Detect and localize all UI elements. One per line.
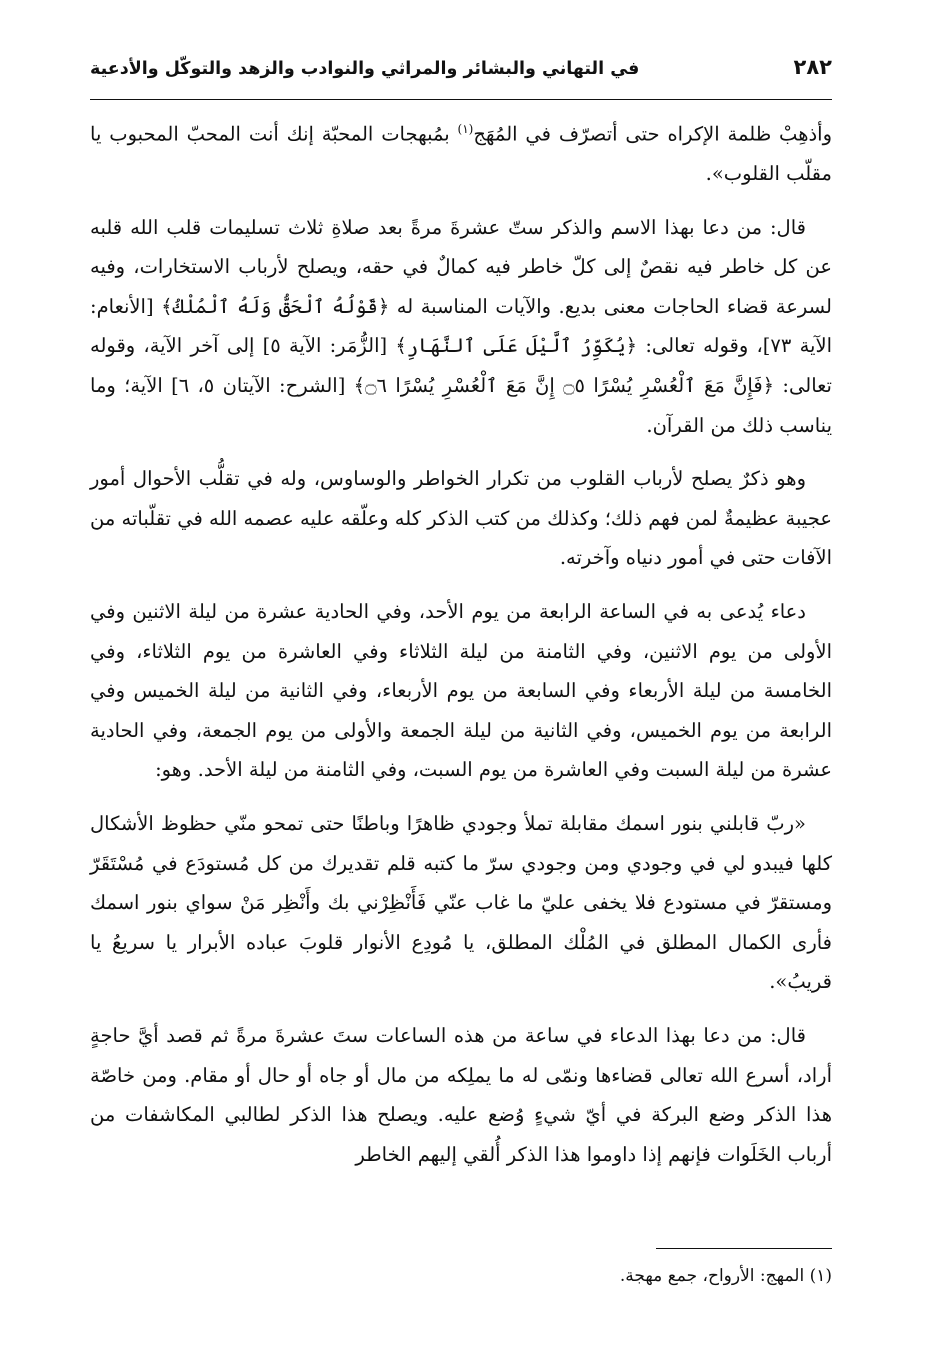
paragraph-2 [90,208,832,446]
paragraph-2-text-a: قال: من دعا بهذا الاسم والذكر ستّ عشرةَ مرةً بعد صلاةِ ثلاث تسليمات قلب الله قلبه عن كل خاطر فيه نقصٌ إلى كلّ خاطر فيه كمالٌ في حقه، ويصلح لأرباب الاستخارات، وفيه لسرعة قضاء الحاجات معنى بديع. والآيات المناسبة له [90,215,832,318]
page-number: ٢٨٢ [793,55,832,79]
paragraph-1-text-b: بمُبهجات المحبّة إنك أنت المحبّ المحبوب يا مقلّب القلوب». [90,122,832,186]
paragraph-1 [90,110,832,194]
footnote: (١) المهج: الأرواح، جمع مهجة. [619,1266,832,1286]
quran-verse-1: ﴿قَوْلُهُ ٱلْحَقُّ وَلَهُ ٱلْمُلْكُ﴾ [161,294,390,318]
paragraph-2-text-d: [الشرح: الآيتان ٥، ٦] الآية؛ وما يناسب ذلك من القرآن. [90,374,832,437]
page-body [90,110,832,1174]
footnote-reference: (١) [457,122,474,136]
book-page [90,55,832,1315]
quran-verse-2: ﴿يُكَوِّرُ ٱلَّيْلَ عَلَى ٱلنَّهَارِ﴾ [395,334,638,358]
paragraph-4: دعاء يُدعى به في الساعة الرابعة من يوم الأحد، وفي الحادية عشرة من ليلة الاثنين وفي الأولى من يوم الاثنين، وفي الثامنة من ليلة الثلاثاء وفي العاشرة من يوم الثلاثاء، وفي الخامسة من ليلة الأربعاء وفي السابعة من يوم الأربعاء، وفي الثانية من ليلة الخميس وفي الرابعة من يوم الخميس، وفي الثانية من ليلة الجمعة والأولى من يوم الجمعة، وفي الحادية عشرة من ليلة السبت وفي العاشرة من يوم السبت، وفي الثامنة من ليلة الأحد. وهو: [90,600,832,782]
footnote-divider [656,1248,832,1249]
running-title: في التهاني والبشائر والمراثي والنوادب والزهد والتوكّل والأدعية [90,59,640,79]
paragraph-5-prayer: «ربّ قابلني بنور اسمك مقابلة تملأ وجودي ظاهرًا وباطنًا حتى تمحو منّي حظوظ الأشكال كلها فيبدو لي في وجودي ومن وجودي سرّ ما كتبه قلم تقديرك من كل مُستودَع في مُسْتَقَرّ ومستقرّ في مستودع فلا يخفى عليّ ما غاب عنّي فَأَنْظِرْني بك وأَنْظِر مَنْ سواي بنور اسمك فأرى الكمال المطلق في المُلْك المطلق، يا مُودِع الأنوار قلوبَ عباده الأبرار يا سريعُ يا قريبُ». [90,812,832,994]
paragraph-1-text-a: وأذهِبْ ظلمة الإكراه حتى أتصرّف في المُهَج [473,122,833,146]
quran-verse-3: ﴿فَإِنَّ مَعَ ٱلْعُسْرِ يُسْرًا ۝٥ إِنَّ مَعَ ٱلْعُسْرِ يُسْرًا ۝٦﴾ [353,374,775,398]
paragraph-6: قال: من دعا بهذا الدعاء في ساعة من هذه الساعات ستَ عشرةَ مرةً ثم قصد أيَّ حاجةٍ أراد، أسرع الله تعالى قضاءها ونمّى له ما يملِكه من مال أو جاه أو حال أو مقام. ومن خاصّة هذا الذكر وضع البركة في أيّ شيءٍ وُضع عليه. ويصلح هذا الذكر لطالبي المكاشفات من أرباب الخَلَوات فإنهم إذا داوموا هذا الذكر أُلقي إليهم الخاطر [90,1023,832,1166]
paragraph-2-text-c: [الزُّمَر: الآية ٥] إلى آخر الآية، وقوله تعالى: [90,334,832,398]
page-header [90,55,832,100]
paragraph-3: وهو ذكرٌ يصلح لأرباب القلوب من تكرار الخواطر والوساوس، وله في تقلُّب الأحوال أمور عجيبة عظيمةٌ لمن فهم ذلك؛ وكذلك من كتب الذكر كله وعلّقه عليه عصمه الله في تقلّباته من الآفات حتى في أمور دنياه وآخرته. [90,467,832,570]
paragraph-2-text-b: [الأنعام: الآية ٧٣]، وقوله تعالى: [90,294,832,358]
